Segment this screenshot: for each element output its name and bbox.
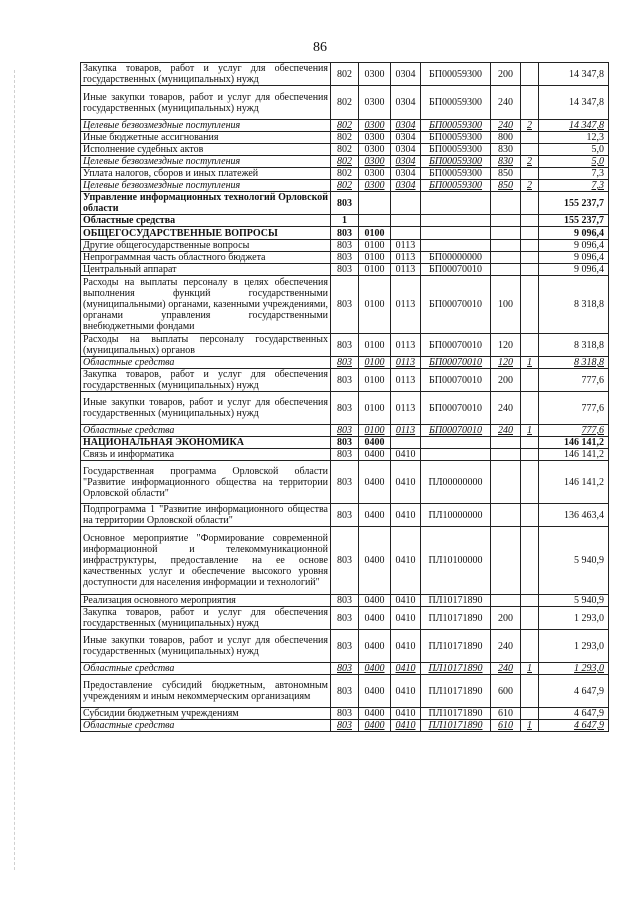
cell-sum: 8 318,8	[539, 357, 609, 369]
cell-rz: 0100	[359, 357, 391, 369]
cell-csr: БП00059300	[421, 120, 491, 132]
cell-csr: БП00070010	[421, 369, 491, 392]
cell-rz: 0100	[359, 240, 391, 252]
cell-rz: 0100	[359, 369, 391, 392]
cell-pr: 0410	[391, 720, 421, 732]
table-row	[81, 357, 609, 369]
table-row	[81, 504, 609, 527]
cell-rz: 0400	[359, 720, 391, 732]
cell-src	[521, 63, 539, 86]
cell-gr: 803	[331, 607, 359, 630]
cell-pr	[391, 437, 421, 449]
cell-rz: 0300	[359, 144, 391, 156]
cell-pr: 0113	[391, 392, 421, 425]
table-row	[81, 369, 609, 392]
cell-sum: 4 647,9	[539, 720, 609, 732]
cell-src	[521, 392, 539, 425]
cell-pr: 0113	[391, 276, 421, 334]
cell-pr: 0410	[391, 663, 421, 675]
cell-rz: 0400	[359, 461, 391, 504]
table-row	[81, 708, 609, 720]
row-label: Областные средства	[81, 663, 331, 675]
cell-rz: 0100	[359, 276, 391, 334]
cell-csr: ПЛ10171890	[421, 663, 491, 675]
cell-gr: 803	[331, 675, 359, 708]
cell-vr: 600	[491, 675, 521, 708]
cell-gr: 803	[331, 334, 359, 357]
cell-csr: БП00070010	[421, 334, 491, 357]
cell-pr: 0410	[391, 675, 421, 708]
cell-rz: 0400	[359, 630, 391, 663]
cell-rz: 0400	[359, 437, 391, 449]
cell-pr: 0304	[391, 156, 421, 168]
cell-csr: БП00059300	[421, 168, 491, 180]
cell-pr: 0410	[391, 708, 421, 720]
row-label: Предоставление субсидий бюджетным, автономным учреждениям и иным некоммерческим организациям	[81, 675, 331, 708]
cell-gr: 803	[331, 357, 359, 369]
row-label: НАЦИОНАЛЬНАЯ ЭКОНОМИКА	[81, 437, 331, 449]
table-row	[81, 334, 609, 357]
cell-pr: 0304	[391, 144, 421, 156]
cell-vr: 240	[491, 86, 521, 120]
cell-sum: 14 347,8	[539, 63, 609, 86]
cell-csr	[421, 227, 491, 240]
cell-src	[521, 144, 539, 156]
table-body	[81, 63, 609, 732]
cell-pr: 0304	[391, 180, 421, 192]
margin-rule	[14, 70, 15, 870]
cell-src	[521, 607, 539, 630]
cell-sum: 5,0	[539, 156, 609, 168]
row-label: Управление информационных технологий Орловской области	[81, 192, 331, 215]
cell-vr: 100	[491, 276, 521, 334]
table-row	[81, 192, 609, 215]
cell-csr: БП00070010	[421, 357, 491, 369]
cell-rz: 0300	[359, 63, 391, 86]
row-label: Иные закупки товаров, работ и услуг для обеспечения государственных (муниципальных) нужд	[81, 392, 331, 425]
table-row	[81, 240, 609, 252]
table-row	[81, 227, 609, 240]
row-label: Областные средства	[81, 720, 331, 732]
cell-vr: 830	[491, 156, 521, 168]
row-label: Иные закупки товаров, работ и услуг для обеспечения государственных (муниципальных) нужд	[81, 86, 331, 120]
cell-sum: 146 141,2	[539, 449, 609, 461]
cell-sum: 14 347,8	[539, 120, 609, 132]
cell-csr: БП00059300	[421, 180, 491, 192]
cell-src: 2	[521, 120, 539, 132]
cell-vr	[491, 240, 521, 252]
cell-vr: 240	[491, 120, 521, 132]
cell-pr: 0113	[391, 334, 421, 357]
cell-csr: ПЛ00000000	[421, 461, 491, 504]
cell-sum: 14 347,8	[539, 86, 609, 120]
cell-pr: 0410	[391, 527, 421, 595]
cell-csr: БП00070010	[421, 264, 491, 276]
table-row	[81, 663, 609, 675]
cell-vr	[491, 215, 521, 227]
row-label: Целевые безвозмездные поступления	[81, 156, 331, 168]
cell-vr: 850	[491, 180, 521, 192]
cell-src	[521, 437, 539, 449]
cell-src	[521, 708, 539, 720]
cell-sum: 5 940,9	[539, 527, 609, 595]
cell-sum: 8 318,8	[539, 276, 609, 334]
cell-gr: 803	[331, 369, 359, 392]
cell-rz: 0300	[359, 156, 391, 168]
cell-pr: 0113	[391, 357, 421, 369]
row-label: Другие общегосударственные вопросы	[81, 240, 331, 252]
cell-csr: БП00059300	[421, 63, 491, 86]
row-label: Исполнение судебных актов	[81, 144, 331, 156]
row-label: Областные средства	[81, 215, 331, 227]
cell-pr: 0410	[391, 630, 421, 663]
cell-rz: 0100	[359, 425, 391, 437]
cell-vr: 200	[491, 63, 521, 86]
cell-csr: БП00070010	[421, 425, 491, 437]
cell-src	[521, 630, 539, 663]
row-label: Закупка товаров, работ и услуг для обеспечения государственных (муниципальных) нужд	[81, 369, 331, 392]
cell-sum: 7,3	[539, 168, 609, 180]
cell-pr: 0410	[391, 607, 421, 630]
row-label: Основное мероприятие "Формирование современной информационной и телекоммуникационной инфраструктуры, предоставление на ее основе качественных услуг и обеспечение высокого уровня доступности для населения информации и технологий"	[81, 527, 331, 595]
row-label: Областные средства	[81, 357, 331, 369]
cell-csr	[421, 437, 491, 449]
cell-pr: 0113	[391, 425, 421, 437]
cell-src	[521, 369, 539, 392]
row-label: Расходы на выплаты персоналу государственных (муниципальных) органов	[81, 334, 331, 357]
cell-sum: 155 237,7	[539, 192, 609, 215]
table-row	[81, 449, 609, 461]
cell-csr	[421, 449, 491, 461]
cell-src	[521, 132, 539, 144]
table-row	[81, 276, 609, 334]
cell-vr	[491, 449, 521, 461]
cell-gr: 802	[331, 156, 359, 168]
cell-rz: 0100	[359, 392, 391, 425]
table-row	[81, 120, 609, 132]
cell-src	[521, 461, 539, 504]
cell-src	[521, 86, 539, 120]
cell-gr: 802	[331, 168, 359, 180]
cell-vr: 610	[491, 708, 521, 720]
row-label: Подпрограмма 1 "Развитие информационного общества на территории Орловской области"	[81, 504, 331, 527]
cell-rz: 0300	[359, 120, 391, 132]
cell-sum: 777,6	[539, 392, 609, 425]
row-label: Закупка товаров, работ и услуг для обеспечения государственных (муниципальных) нужд	[81, 607, 331, 630]
cell-src	[521, 252, 539, 264]
cell-src: 1	[521, 720, 539, 732]
budget-table	[80, 62, 609, 732]
cell-csr: ПЛ10171890	[421, 720, 491, 732]
cell-pr: 0410	[391, 595, 421, 607]
cell-sum: 1 293,0	[539, 607, 609, 630]
cell-vr: 240	[491, 630, 521, 663]
table-row	[81, 720, 609, 732]
cell-pr: 0410	[391, 504, 421, 527]
cell-rz: 0100	[359, 227, 391, 240]
table-row	[81, 180, 609, 192]
table-row	[81, 264, 609, 276]
cell-sum: 1 293,0	[539, 663, 609, 675]
cell-gr: 803	[331, 449, 359, 461]
cell-rz: 0100	[359, 264, 391, 276]
cell-vr: 240	[491, 392, 521, 425]
cell-gr: 802	[331, 144, 359, 156]
cell-rz: 0400	[359, 527, 391, 595]
cell-csr: ПЛ10171890	[421, 630, 491, 663]
cell-src	[521, 334, 539, 357]
table-row	[81, 144, 609, 156]
cell-vr: 850	[491, 168, 521, 180]
cell-rz: 0400	[359, 607, 391, 630]
cell-src: 2	[521, 180, 539, 192]
cell-vr: 200	[491, 369, 521, 392]
cell-csr: БП00059300	[421, 144, 491, 156]
cell-sum: 146 141,2	[539, 437, 609, 449]
cell-csr	[421, 215, 491, 227]
cell-csr: ПЛ10171890	[421, 675, 491, 708]
row-label: Субсидии бюджетным учреждениям	[81, 708, 331, 720]
cell-gr: 802	[331, 86, 359, 120]
cell-src	[521, 504, 539, 527]
table-row	[81, 630, 609, 663]
cell-src: 1	[521, 357, 539, 369]
cell-rz: 0400	[359, 708, 391, 720]
table-row	[81, 86, 609, 120]
cell-src	[521, 215, 539, 227]
cell-csr: ПЛ10100000	[421, 527, 491, 595]
cell-gr: 803	[331, 192, 359, 215]
row-label: Расходы на выплаты персоналу в целях обеспечения выполнения функций государственными (муниципальными) органами, казенными учреждениями, органами управления государственными внебюджетными фондами	[81, 276, 331, 334]
cell-vr: 800	[491, 132, 521, 144]
cell-rz: 0100	[359, 334, 391, 357]
cell-csr: БП00059300	[421, 86, 491, 120]
cell-src	[521, 192, 539, 215]
cell-src	[521, 240, 539, 252]
cell-sum: 136 463,4	[539, 504, 609, 527]
cell-gr: 803	[331, 630, 359, 663]
table-row	[81, 425, 609, 437]
cell-sum: 9 096,4	[539, 240, 609, 252]
cell-src	[521, 168, 539, 180]
cell-vr	[491, 252, 521, 264]
cell-gr: 803	[331, 663, 359, 675]
cell-gr: 803	[331, 227, 359, 240]
cell-vr: 240	[491, 663, 521, 675]
cell-src	[521, 675, 539, 708]
cell-pr: 0113	[391, 240, 421, 252]
cell-sum: 12,3	[539, 132, 609, 144]
cell-rz: 0400	[359, 595, 391, 607]
cell-gr: 802	[331, 63, 359, 86]
row-label: Закупка товаров, работ и услуг для обеспечения государственных (муниципальных) нужд	[81, 63, 331, 86]
cell-vr	[491, 192, 521, 215]
page-number: 86	[313, 40, 327, 55]
table-row	[81, 437, 609, 449]
cell-rz: 0300	[359, 180, 391, 192]
cell-rz: 0400	[359, 504, 391, 527]
table-row	[81, 461, 609, 504]
cell-gr: 802	[331, 132, 359, 144]
cell-csr: БП00059300	[421, 132, 491, 144]
cell-pr	[391, 192, 421, 215]
cell-vr	[491, 527, 521, 595]
cell-csr: ПЛ10171890	[421, 595, 491, 607]
row-label: Целевые безвозмездные поступления	[81, 120, 331, 132]
cell-src: 1	[521, 663, 539, 675]
cell-sum: 9 096,4	[539, 227, 609, 240]
row-label: Целевые безвозмездные поступления	[81, 180, 331, 192]
cell-rz: 0400	[359, 675, 391, 708]
row-label: Центральный аппарат	[81, 264, 331, 276]
cell-gr: 803	[331, 392, 359, 425]
row-label: Уплата налогов, сборов и иных платежей	[81, 168, 331, 180]
cell-src	[521, 449, 539, 461]
row-label: Иные бюджетные ассигнования	[81, 132, 331, 144]
cell-vr: 830	[491, 144, 521, 156]
cell-rz: 0100	[359, 252, 391, 264]
cell-csr	[421, 240, 491, 252]
cell-pr: 0304	[391, 132, 421, 144]
cell-csr: ПЛ10171890	[421, 607, 491, 630]
cell-gr: 803	[331, 240, 359, 252]
cell-gr: 802	[331, 120, 359, 132]
cell-sum: 4 647,9	[539, 675, 609, 708]
row-label: Иные закупки товаров, работ и услуг для обеспечения государственных (муниципальных) нужд	[81, 630, 331, 663]
table-row	[81, 132, 609, 144]
cell-sum: 777,6	[539, 369, 609, 392]
cell-sum: 7,3	[539, 180, 609, 192]
cell-csr: БП00070010	[421, 276, 491, 334]
cell-rz	[359, 192, 391, 215]
cell-gr: 1	[331, 215, 359, 227]
cell-pr: 0410	[391, 449, 421, 461]
row-label: Реализация основного мероприятия	[81, 595, 331, 607]
cell-sum: 777,6	[539, 425, 609, 437]
cell-vr: 120	[491, 357, 521, 369]
table-row	[81, 527, 609, 595]
cell-csr: БП00000000	[421, 252, 491, 264]
cell-gr: 803	[331, 276, 359, 334]
cell-sum: 146 141,2	[539, 461, 609, 504]
cell-src	[521, 227, 539, 240]
cell-vr	[491, 437, 521, 449]
cell-gr: 803	[331, 720, 359, 732]
cell-csr: БП00059300	[421, 156, 491, 168]
cell-src	[521, 527, 539, 595]
table-row	[81, 392, 609, 425]
row-label: ОБЩЕГОСУДАРСТВЕННЫЕ ВОПРОСЫ	[81, 227, 331, 240]
row-label: Областные средства	[81, 425, 331, 437]
cell-csr	[421, 192, 491, 215]
cell-vr	[491, 461, 521, 504]
cell-pr: 0113	[391, 252, 421, 264]
cell-csr: ПЛ10171890	[421, 708, 491, 720]
cell-sum: 9 096,4	[539, 264, 609, 276]
cell-pr: 0304	[391, 63, 421, 86]
cell-src	[521, 264, 539, 276]
cell-src: 1	[521, 425, 539, 437]
cell-gr: 803	[331, 708, 359, 720]
table-row	[81, 156, 609, 168]
cell-pr: 0304	[391, 120, 421, 132]
cell-gr: 802	[331, 180, 359, 192]
cell-gr: 803	[331, 461, 359, 504]
cell-vr: 610	[491, 720, 521, 732]
cell-rz: 0400	[359, 449, 391, 461]
table-row	[81, 595, 609, 607]
row-label: Государственная программа Орловской области "Развитие информационного общества на территории Орловской области"	[81, 461, 331, 504]
cell-vr	[491, 595, 521, 607]
cell-rz: 0300	[359, 168, 391, 180]
cell-pr	[391, 227, 421, 240]
table-row	[81, 607, 609, 630]
table-row	[81, 252, 609, 264]
cell-rz: 0300	[359, 86, 391, 120]
row-label: Непрограммная часть областного бюджета	[81, 252, 331, 264]
cell-sum: 9 096,4	[539, 252, 609, 264]
cell-vr	[491, 264, 521, 276]
cell-sum: 5,0	[539, 144, 609, 156]
cell-csr: БП00070010	[421, 392, 491, 425]
cell-gr: 803	[331, 504, 359, 527]
cell-gr: 803	[331, 252, 359, 264]
cell-pr: 0304	[391, 86, 421, 120]
table-row	[81, 675, 609, 708]
row-label: Связь и информатика	[81, 449, 331, 461]
cell-pr	[391, 215, 421, 227]
cell-vr: 200	[491, 607, 521, 630]
cell-vr: 240	[491, 425, 521, 437]
cell-vr	[491, 227, 521, 240]
cell-rz	[359, 215, 391, 227]
cell-sum: 155 237,7	[539, 215, 609, 227]
cell-pr: 0410	[391, 461, 421, 504]
cell-sum: 8 318,8	[539, 334, 609, 357]
cell-src: 2	[521, 156, 539, 168]
cell-csr: ПЛ10000000	[421, 504, 491, 527]
cell-vr: 120	[491, 334, 521, 357]
cell-sum: 4 647,9	[539, 708, 609, 720]
cell-gr: 803	[331, 527, 359, 595]
cell-rz: 0300	[359, 132, 391, 144]
cell-src	[521, 595, 539, 607]
cell-src	[521, 276, 539, 334]
cell-pr: 0113	[391, 369, 421, 392]
cell-pr: 0304	[391, 168, 421, 180]
cell-gr: 803	[331, 264, 359, 276]
cell-gr: 803	[331, 595, 359, 607]
cell-sum: 5 940,9	[539, 595, 609, 607]
cell-gr: 803	[331, 425, 359, 437]
cell-rz: 0400	[359, 663, 391, 675]
table-row	[81, 63, 609, 86]
table-row	[81, 168, 609, 180]
cell-vr	[491, 504, 521, 527]
cell-gr: 803	[331, 437, 359, 449]
table-row	[81, 215, 609, 227]
cell-sum: 1 293,0	[539, 630, 609, 663]
cell-pr: 0113	[391, 264, 421, 276]
